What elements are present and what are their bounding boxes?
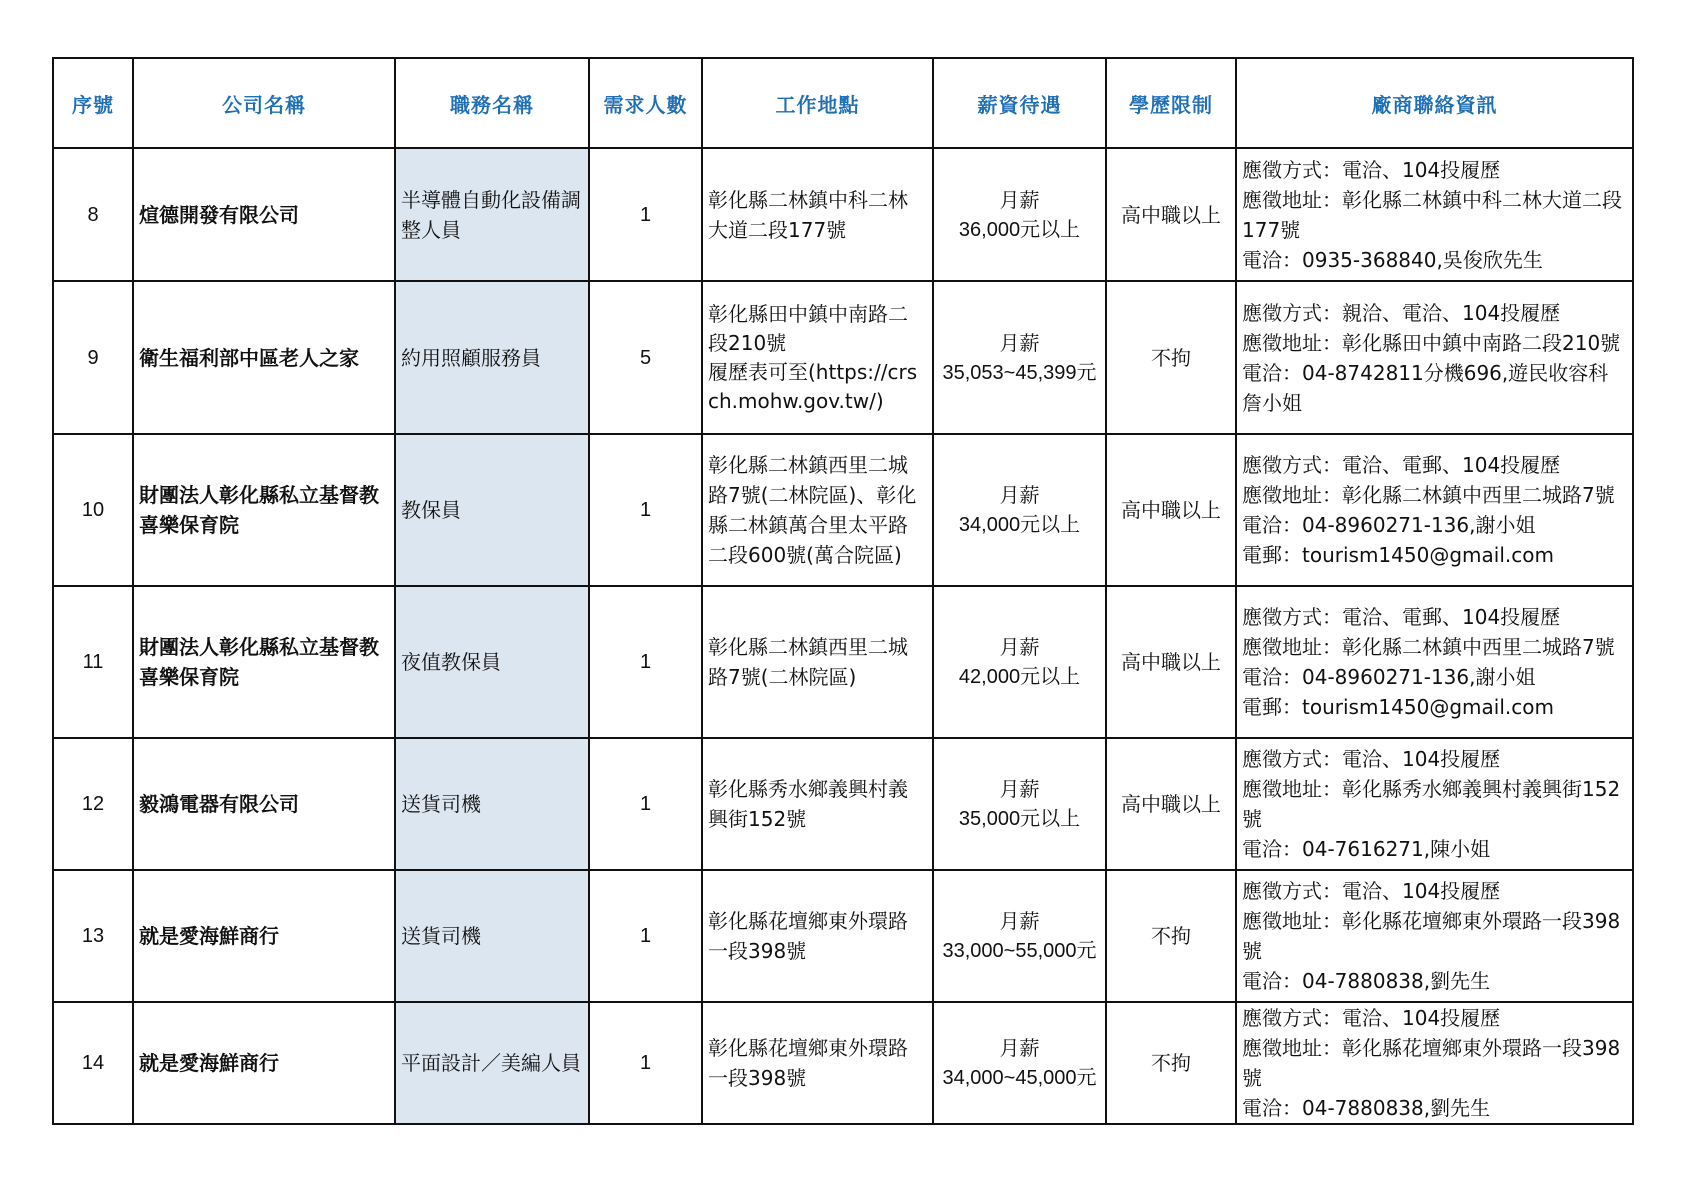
education-requirement: 不拘 (1106, 1002, 1236, 1124)
contact-phone: 電洽：04-7616271,陳小姐 (1242, 837, 1491, 861)
salary-period: 月薪 (999, 777, 1040, 801)
contact-method: 應徵方式：電洽、電郵、104投履歷 (1242, 605, 1561, 629)
salary-period: 月薪 (999, 1036, 1040, 1060)
headcount: 1 (589, 1002, 702, 1124)
contact-address: 應徵地址：彰化縣二林鎮中西里二城路7號 (1242, 635, 1615, 659)
work-location: 彰化縣秀水鄉義興村義興街152號 (702, 738, 933, 870)
contact-phone: 電洽：04-8960271-136,謝小姐 (1242, 665, 1536, 689)
table-row (53, 281, 1633, 434)
contact-address: 應徵地址：彰化縣花壇鄉東外環路一段398號 (1242, 909, 1621, 963)
salary-amount: 35,000元以上 (958, 808, 1081, 830)
education-requirement: 高中職以上 (1106, 148, 1236, 281)
row-number: 12 (53, 738, 133, 870)
header-row (53, 58, 1633, 148)
header-job-title: 職務名稱 (395, 58, 589, 148)
contact-info (1236, 281, 1633, 434)
job-title: 平面設計／美編人員 (395, 1002, 589, 1124)
contact-method: 應徵方式：親洽、電洽、104投履歷 (1242, 300, 1561, 325)
contact-method: 應徵方式：電洽、104投履歷 (1242, 1006, 1501, 1030)
contact-method: 應徵方式：電洽、電郵、104投履歷 (1242, 453, 1561, 477)
contact-email: 電郵：tourism1450@gmail.com (1242, 695, 1554, 719)
salary-amount: 33,000~55,000元 (942, 940, 1097, 962)
contact-info (1236, 870, 1633, 1002)
education-requirement: 不拘 (1106, 281, 1236, 434)
contact-info (1236, 434, 1633, 586)
company-name: 衛生福利部中區老人之家 (133, 281, 395, 434)
salary-amount: 35,053~45,399元 (942, 361, 1097, 384)
job-title: 教保員 (395, 434, 589, 586)
contact-phone: 電洽：04-8742811分機696,遊民收容科詹小姐 (1242, 360, 1609, 415)
contact-method: 應徵方式：電洽、104投履歷 (1242, 157, 1501, 182)
contact-info (1236, 1002, 1633, 1124)
education-requirement: 不拘 (1106, 870, 1236, 1002)
education-requirement: 高中職以上 (1106, 586, 1236, 738)
company-name: 煊德開發有限公司 (133, 148, 395, 281)
contact-address: 應徵地址：彰化縣田中鎮中南路二段210號 (1242, 330, 1621, 355)
salary-period: 月薪 (999, 330, 1040, 355)
salary-amount: 36,000元以上 (958, 218, 1081, 241)
salary-period: 月薪 (999, 187, 1040, 212)
salary-amount: 34,000~45,000元 (942, 1067, 1097, 1089)
contact-address: 應徵地址：彰化縣花壇鄉東外環路一段398號 (1242, 1036, 1621, 1090)
row-number: 10 (53, 434, 133, 586)
row-number: 9 (53, 281, 133, 434)
headcount: 5 (589, 281, 702, 434)
work-location: 彰化縣花壇鄉東外環路一段398號 (702, 870, 933, 1002)
work-location: 彰化縣田中鎮中南路二段210號 履歷表可至(https://crsch.mohw.gov.tw/) (702, 281, 933, 434)
headcount: 1 (589, 586, 702, 738)
salary-amount: 42,000元以上 (958, 666, 1081, 688)
row-number: 11 (53, 586, 133, 738)
salary-period: 月薪 (999, 483, 1040, 507)
company-name: 財團法人彰化縣私立基督教喜樂保育院 (133, 586, 395, 738)
headcount: 1 (589, 870, 702, 1002)
education-requirement: 高中職以上 (1106, 434, 1236, 586)
salary (933, 434, 1106, 586)
contact-email: 電郵：tourism1450@gmail.com (1242, 543, 1554, 567)
contact-method: 應徵方式：電洽、104投履歷 (1242, 747, 1501, 771)
company-name: 就是愛海鮮商行 (133, 1002, 395, 1124)
company-name: 毅鴻電器有限公司 (133, 738, 395, 870)
headcount: 1 (589, 738, 702, 870)
table-row (53, 1002, 1633, 1124)
work-location: 彰化縣二林鎮西里二城路7號(二林院區)、彰化縣二林鎮萬合里太平路二段600號(萬合院區) (702, 434, 933, 586)
salary (933, 738, 1106, 870)
job-title: 送貨司機 (395, 738, 589, 870)
row-number: 8 (53, 148, 133, 281)
company-name: 財團法人彰化縣私立基督教喜樂保育院 (133, 434, 395, 586)
salary-amount: 34,000元以上 (958, 514, 1081, 536)
work-location: 彰化縣二林鎮西里二城路7號(二林院區) (702, 586, 933, 738)
work-location: 彰化縣二林鎮中科二林大道二段177號 (702, 148, 933, 281)
salary (933, 870, 1106, 1002)
table-row (53, 738, 1633, 870)
education-requirement: 高中職以上 (1106, 738, 1236, 870)
salary (933, 148, 1106, 281)
header-location: 工作地點 (702, 58, 933, 148)
table-row (53, 586, 1633, 738)
salary (933, 586, 1106, 738)
header-company: 公司名稱 (133, 58, 395, 148)
job-title: 半導體自動化設備調整人員 (395, 148, 589, 281)
headcount: 1 (589, 148, 702, 281)
contact-address: 應徵地址：彰化縣二林鎮中科二林大道二段177號 (1242, 187, 1622, 242)
work-location: 彰化縣花壇鄉東外環路一段398號 (702, 1002, 933, 1124)
salary-period: 月薪 (999, 909, 1040, 933)
contact-phone: 電洽：04-7880838,劉先生 (1242, 969, 1491, 993)
company-name: 就是愛海鮮商行 (133, 870, 395, 1002)
header-contact: 廠商聯絡資訊 (1236, 58, 1633, 148)
job-title: 約用照顧服務員 (395, 281, 589, 434)
contact-phone: 電洽：04-8960271-136,謝小姐 (1242, 513, 1536, 537)
contact-method: 應徵方式：電洽、104投履歷 (1242, 879, 1501, 903)
headcount: 1 (589, 434, 702, 586)
header-seq: 序號 (53, 58, 133, 148)
header-salary: 薪資待遇 (933, 58, 1106, 148)
header-count: 需求人數 (589, 58, 702, 148)
table-row (53, 434, 1633, 586)
salary (933, 1002, 1106, 1124)
contact-info (1236, 738, 1633, 870)
contact-info (1236, 148, 1633, 281)
salary-period: 月薪 (999, 635, 1040, 659)
table-row (53, 870, 1633, 1002)
header-education: 學歷限制 (1106, 58, 1236, 148)
table-row (53, 148, 1633, 281)
job-title: 夜值教保員 (395, 586, 589, 738)
contact-address: 應徵地址：彰化縣二林鎮中西里二城路7號 (1242, 483, 1615, 507)
contact-phone: 電洽：0935-368840,吳俊欣先生 (1242, 247, 1543, 272)
job-listing-table (52, 57, 1634, 1125)
contact-info (1236, 586, 1633, 738)
salary (933, 281, 1106, 434)
contact-phone: 電洽：04-7880838,劉先生 (1242, 1096, 1491, 1120)
row-number: 13 (53, 870, 133, 1002)
contact-address: 應徵地址：彰化縣秀水鄉義興村義興街152號 (1242, 777, 1621, 831)
row-number: 14 (53, 1002, 133, 1124)
job-title: 送貨司機 (395, 870, 589, 1002)
